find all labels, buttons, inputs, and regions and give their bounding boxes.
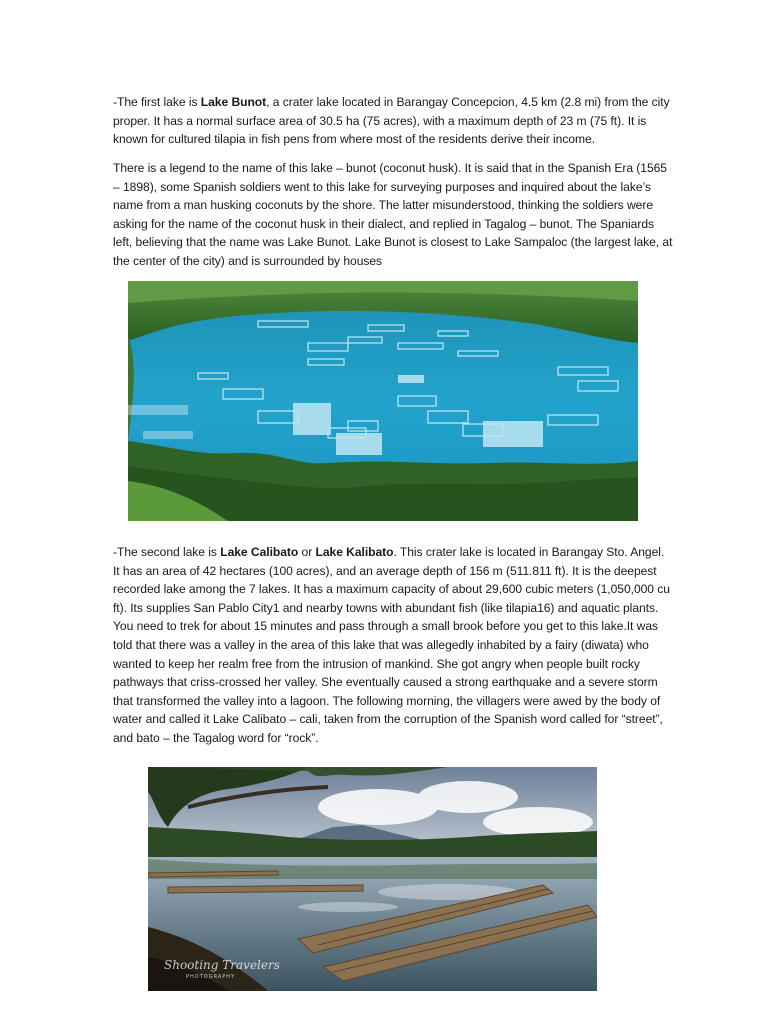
watermark-text: Shooting Travelers xyxy=(164,958,280,972)
text-span: , a crater lake located in Barangay Concepcion, 4.5 km (2.8 mi) from the city proper. It has a normal surface area of 30.5 ha (75 acres), with a maximum depth of 23 m (75 ft). It is known for cultured tilapia in fish pens from where most of the residents derive their income. xyxy=(113,95,670,147)
text-span: . This crater lake is located in Barangay Sto. Angel. It has an area of 42 hectares (100 acres), and an average depth of 156 m (511.811 ft). It is the deepest recorded lake among the 7 lakes. It has a maximum capacity of about 29,600 cubic meters (1,050,000 cu ft). Its supplies San Pablo City1 and nearby towns with abundant fish (like tilapia16) and aquatic plants. You need to trek for about 15 minutes and pass through a small brook before you get to this lake.It was told that there was a valley in the area of this lake that was allegedly inhabited by a fairy (diwata) who wanted to keep her realm free from the intrusion of mankind. She got angry when people built rocky pathways that criss-crossed her valley. She eventually caused a strong earthquake and a severe storm that transformed the valley into a lagoon. The following morning, the villagers were awed by the body of water and called it Lake Calibato – cali, taken from the corruption of the Spanish word called for “street”, and bato – the Tagalog word for “rock”. xyxy=(113,545,670,745)
bold-lake-name: Lake Calibato xyxy=(220,545,299,559)
text-span: -The first lake is xyxy=(113,95,201,109)
text-span: There is a legend to the name of this lake – bunot (coconut husk). It is said that in the Spanish Era (1565 – 1898), some Spanish soldiers went to this lake for surveying purposes and inquired about the lake’s name from a man husking coconuts by the shore. The latter misunderstood, thinking the soldiers were asking for the name of the coconut husk in their dialect, and replied in Tagalog – bunot. The Spaniards left, believing that the name was Lake Bunot. Lake Bunot is closest to Lake Sampaloc (the largest lake, at the center of the city) and is surrounded by houses xyxy=(113,161,673,268)
text-span: -The second lake is xyxy=(113,545,221,559)
paragraph-lake-bunot-intro xyxy=(113,93,673,149)
paragraph-lake-calibato xyxy=(113,543,673,748)
bold-lake-name: Lake Bunot xyxy=(200,95,267,109)
bold-lake-name: Lake Kalibato xyxy=(315,545,394,559)
watermark-subtext: PHOTOGRAPHY xyxy=(186,974,236,980)
paragraph-bunot-legend xyxy=(113,159,673,271)
lake-calibato-photo xyxy=(148,767,597,991)
lake-bunot-photo xyxy=(128,281,638,521)
text-span: or xyxy=(298,545,316,559)
photo-watermark xyxy=(164,959,280,983)
